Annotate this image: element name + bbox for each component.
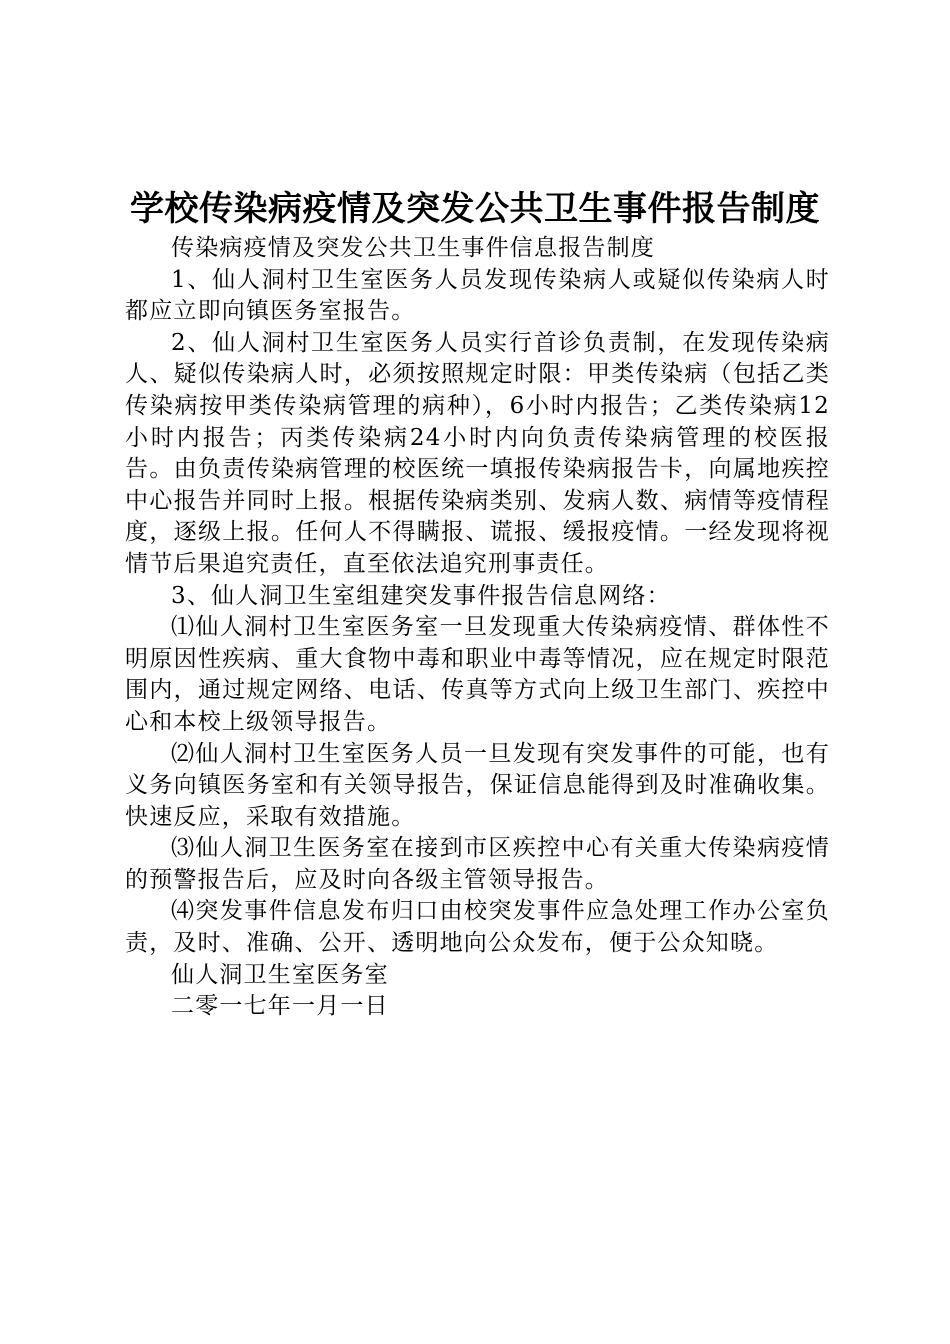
subtitle-paragraph: 传染病疫情及突发公共卫生事件信息报告制度	[171, 235, 655, 261]
paragraph-item-3: 3、仙人洞卫生室组建突发事件报告信息网络：	[171, 582, 671, 609]
document-body	[125, 233, 830, 1023]
paragraph-item-1: 1、仙人洞村卫生室医务人员发现传染病人或疑似传染病人时都应立即向镇医务室报告。	[125, 266, 830, 325]
paragraph-subitem-3: ⑶仙人洞卫生医务室在接到市区疾控中心有关重大传染病疫情的预警报告后，应及时向各级主管领导报告。	[125, 835, 830, 893]
signature-line: 仙人洞卫生室医务室	[171, 961, 389, 988]
paragraph-subitem-2: ⑵仙人洞村卫生室医务人员一旦发现有突发事件的可能，也有义务向镇医务室和有关领导报告，保证信息能得到及时准确收集。快速反应，采取有效措施。	[125, 740, 830, 830]
paragraph-item-2: 2、仙人洞村卫生室医务人员实行首诊负责制，在发现传染病人、疑似传染病人时，必须按照规定时限：甲类传染病（包括乙类传染病按甲类传染病管理的病种），6小时内报告；乙类传染病12小时内报告；丙类传染病24小时内向负责传染病管理的校医报告。由负责传染病管理的校医统一填报传染病报告卡，向属地疾控中心报告并同时上报。根据传染病类别、发病人数、病情等疫情程度，逐级上报。任何人不得瞒报、谎报、缓报疫情。一经发现将视情节后果追究责任，直至依法追究刑事责任。	[125, 329, 830, 577]
paragraph-subitem-1: ⑴仙人洞村卫生室医务室一旦发现重大传染病疫情、群体性不明原因性疾病、重大食物中毒和职业中毒等情况，应在规定时限范围内，通过规定网络、电话、传真等方式向上级卫生部门、疾控中心和本校上级领导报告。	[125, 614, 830, 735]
paragraph-subitem-4: ⑷突发事件信息发布归口由校突发事件应急处理工作办公室负责，及时、准确、公开、透明地向公众发布，便于公众知晓。	[125, 898, 830, 957]
document-title: 学校传染病疫情及突发公共卫生事件报告制度	[130, 189, 820, 229]
date-line: 二零一七年一月一日	[171, 993, 389, 1020]
